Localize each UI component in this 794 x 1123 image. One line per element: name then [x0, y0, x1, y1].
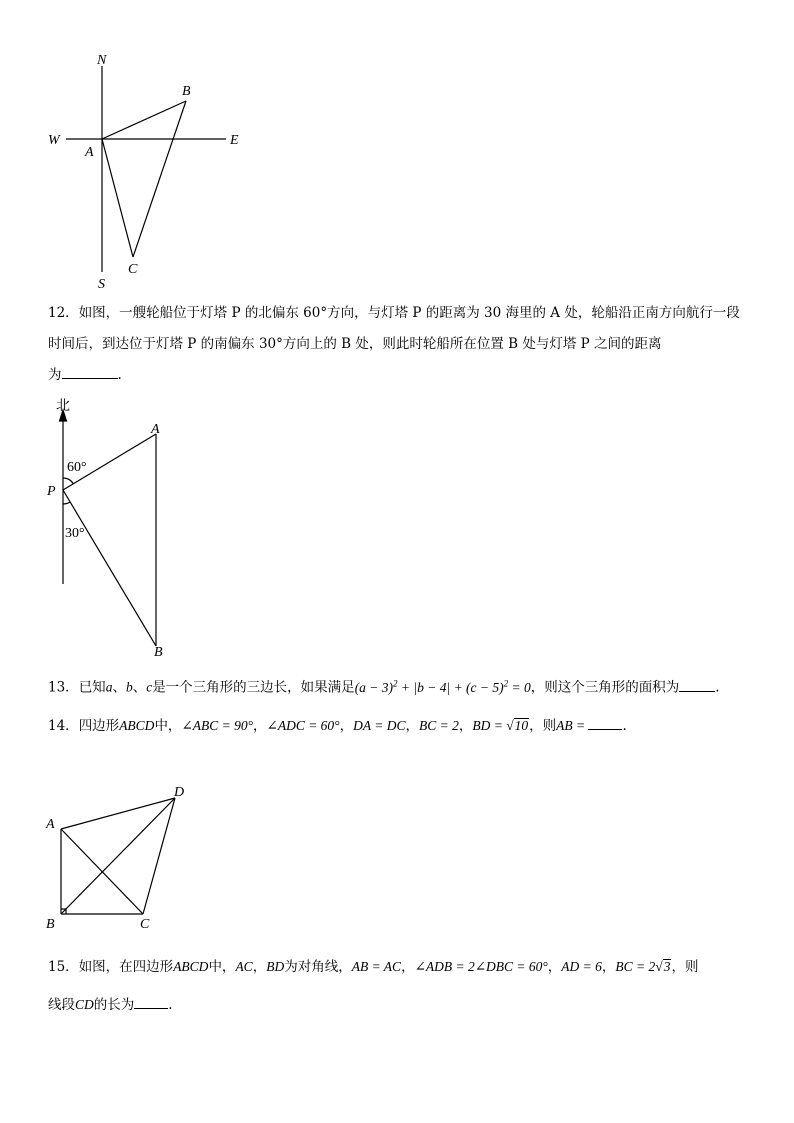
q15-line1: 15．如图，在四边形ABCD中，AC，BD为对角线，AB = AC，∠ADB = 2∠DBC = 60°，AD = 6，BC = 2√3，则	[48, 959, 699, 975]
quadrilateral-figure	[40, 782, 200, 934]
q12-line3: 为 .	[48, 360, 758, 391]
segment-bc	[133, 101, 186, 257]
label-angle-30: 30°	[65, 526, 85, 541]
label-angle-60: 60°	[67, 460, 87, 475]
label-w: W	[48, 133, 60, 148]
question-12	[48, 298, 758, 391]
question-15	[48, 948, 758, 1024]
label-s: S	[98, 277, 105, 292]
q12-answer-blank[interactable]	[62, 364, 118, 379]
label-b: B	[154, 645, 163, 659]
question-14: 14．四边形ABCD中，∠ABC = 90°，∠ADC = 60°，DA = DC，BC = 2，BD = √10，则AB = .	[48, 710, 758, 742]
segment-ab	[102, 101, 186, 139]
label-b: B	[46, 917, 55, 932]
q13-equation: $(a - 3)^2 + |b - 4| + (c - 5)^2 = 0$	[354, 678, 531, 695]
label-a: A	[85, 145, 94, 160]
segment-pb	[63, 490, 156, 646]
q13-answer-blank[interactable]	[679, 677, 715, 692]
label-north: 北	[56, 399, 70, 414]
segment-ac	[102, 139, 133, 257]
label-a: A	[46, 817, 55, 832]
segment-cd	[143, 798, 175, 914]
label-d: D	[174, 785, 185, 800]
q14-answer-blank[interactable]	[588, 715, 622, 730]
q15-bc-condition: BC = 2√3	[615, 959, 671, 974]
compass-triangle-figure	[40, 48, 260, 293]
angle-arc-30	[63, 502, 70, 504]
question-13: 13．已知a、b、c是一个三角形的三边长，如果满足$(a - 3)^2 + |b - 4| + (c - 5)^2 = 0$，则这个三角形的面积为 .	[48, 678, 720, 696]
label-b: B	[182, 84, 191, 99]
diagonal-bd	[61, 798, 175, 914]
q14-bd-condition: BD = √10	[472, 718, 529, 733]
segment-da	[61, 798, 175, 829]
q12-line2: 时间后，到达位于灯塔 P 的南偏东 30°方向上的 B 处，则此时轮船所在位置 B 处与灯塔 P 之间的距离	[48, 336, 662, 352]
label-c: C	[128, 262, 138, 277]
lighthouse-figure	[40, 394, 190, 659]
label-c: C	[140, 917, 150, 932]
q15-line2: 线段CD的长为 .	[48, 986, 758, 1024]
q15-answer-blank[interactable]	[134, 994, 168, 1009]
label-p: P	[47, 484, 56, 499]
angle-arc-60	[63, 478, 73, 484]
label-n: N	[97, 53, 107, 68]
label-e: E	[230, 133, 239, 148]
q12-line1: 12．如图，一艘轮船位于灯塔 P 的北偏东 60°方向，与灯塔 P 的距离为 30 海里的 A 处，轮船沿正南方向航行一段	[48, 305, 740, 321]
label-a: A	[151, 422, 160, 437]
